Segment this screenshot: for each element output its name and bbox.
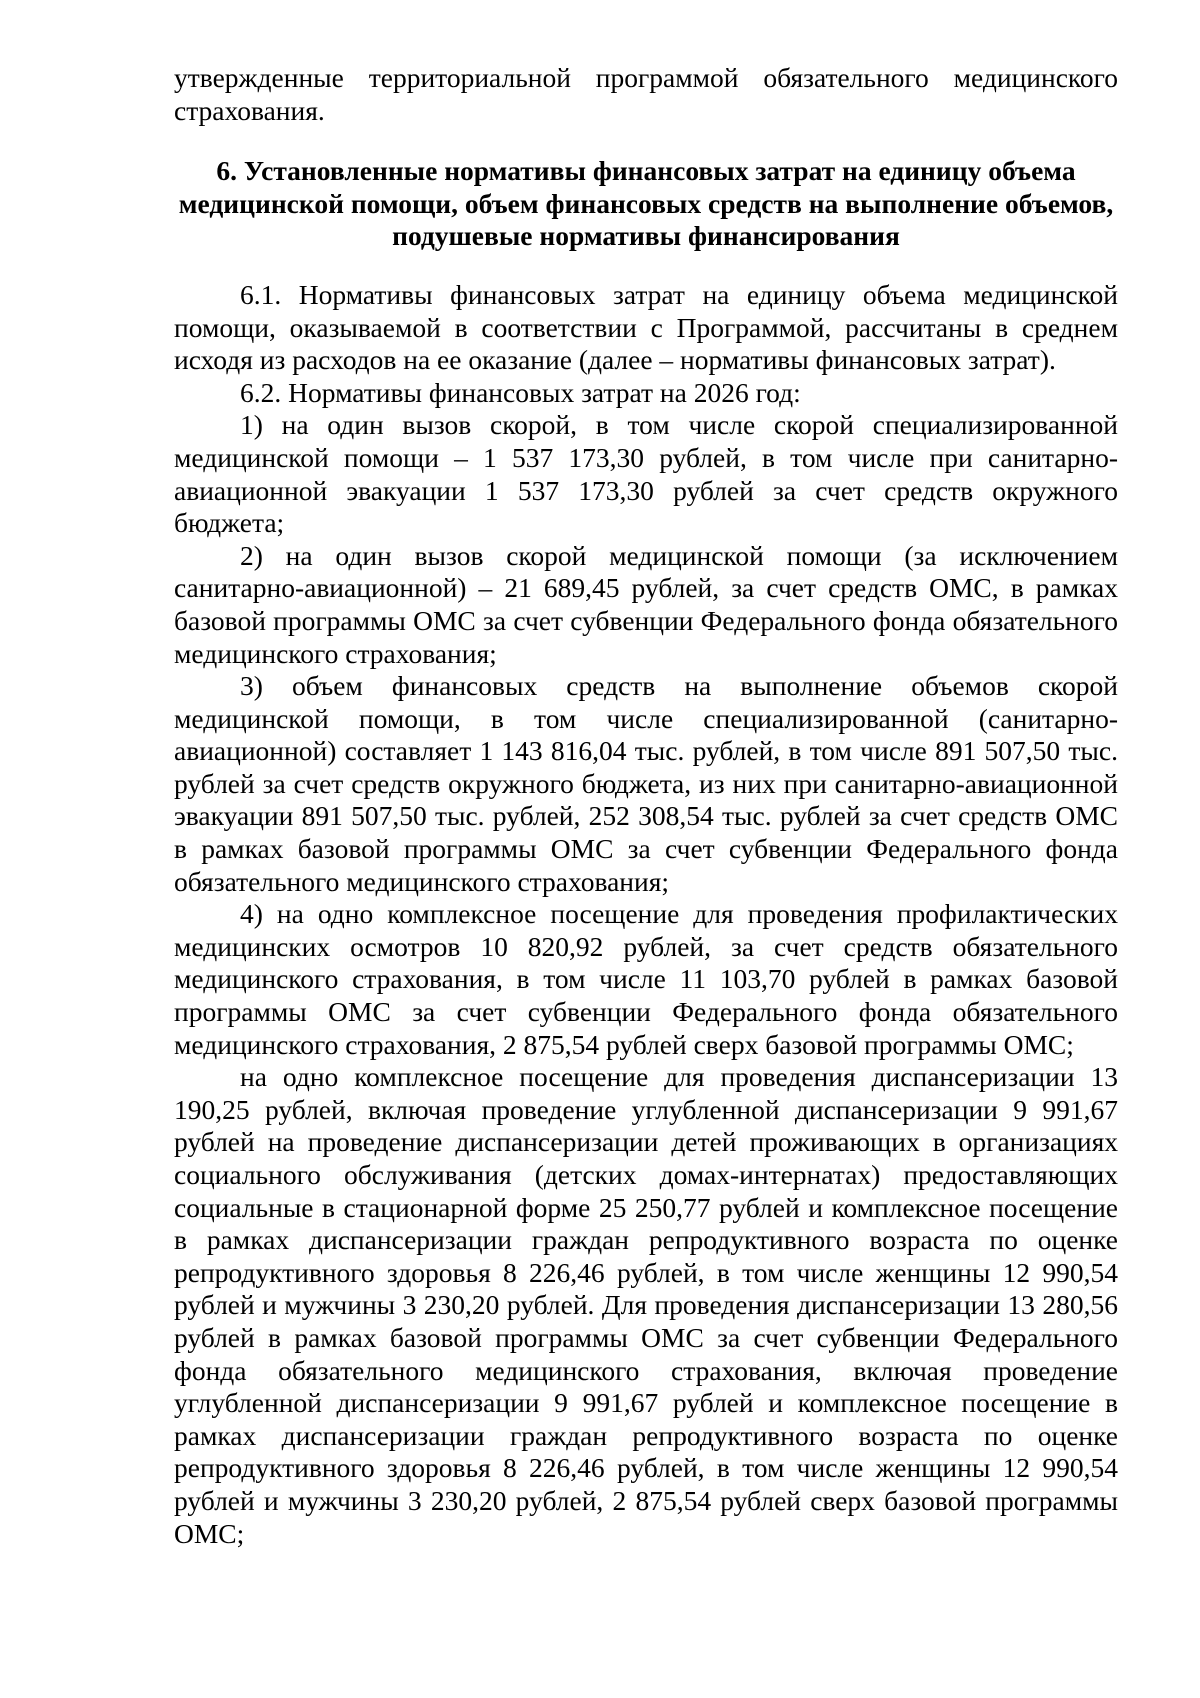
list-item-4: 4) на одно комплексное посещение для проведения профилактических медицинских осмотров 10 820,92 рублей, за счет средств обязательного медицинского страхования, в том числе 11 103,70 рублей в рамках базовой программы ОМС за счет субвенции Федерального фонда обязательного медицинского страхования, 2 875,54 рублей сверх базовой программы ОМС; bbox=[174, 898, 1118, 1060]
paragraph-6-2: 6.2. Нормативы финансовых затрат на 2026 год: bbox=[240, 376, 801, 408]
document-page bbox=[174, 62, 1118, 1550]
paragraph-6-1: 6.1. Нормативы финансовых затрат на единицу объема медицинской помощи, оказываемой в соответствии с Программой, рассчитаны в среднем исходя из расходов на ее оказание (далее – нормативы финансовых затрат). bbox=[174, 278, 1118, 376]
continuation-paragraph: утвержденные территориальной программой обязательного медицинского страхования. bbox=[174, 62, 1118, 126]
list-item-2: 2) на один вызов скорой медицинской помощи (за исключением санитарно-авиационной) – 21 689,45 рублей, за счет средств ОМС, в рамках базовой программы ОМС за счет субвенции Федерального фонда обязательного медицинского страхования; bbox=[174, 539, 1118, 669]
dispensary-paragraph: на одно комплексное посещение для проведения диспансеризации 13 190,25 рублей, включая проведение углубленной диспансеризации 9 991,67 рублей на проведение диспансеризации детей проживающих в организациях социального обслуживания (детских домах-интернатах) предоставляющих социальные в стационарной форме 25 250,77 рублей и комплексное посещение в рамках диспансеризации граждан репродуктивного возраста по оценке репродуктивного здоровья 8 226,46 рублей, в том числе женщины 12 990,54 рублей и мужчины 3 230,20 рублей. Для проведения диспансеризации 13 280,56 рублей в рамках базовой программы ОМС за счет субвенции Федерального фонда обязательного медицинского страхования, включая проведение углубленной диспансеризации 9 991,67 рублей и комплексное посещение в рамках диспансеризации граждан репродуктивного возраста по оценке репродуктивного здоровья 8 226,46 рублей, в том числе женщины 12 990,54 рублей и мужчины 3 230,20 рублей, 2 875,54 рублей сверх базовой программы ОМС; bbox=[174, 1061, 1118, 1549]
section-heading: 6. Установленные нормативы финансовых затрат на единицу объема медицинской помощи, объем финансовых средств на выполнение объемов, подушевые нормативы финансирования bbox=[178, 155, 1114, 252]
list-item-1: 1) на один вызов скорой, в том числе скорой специализированной медицинской помощи – 1 537 173,30 рублей, в том числе при санитарно-авиационной эвакуации 1 537 173,30 рублей за счет средств окружного бюджета; bbox=[174, 409, 1118, 539]
list-item-3: 3) объем финансовых средств на выполнение объемов скорой медицинской помощи, в том числе специализированной (санитарно-авиационной) составляет 1 143 816,04 тыс. рублей, в том числе 891 507,50 тыс. рублей за счет средств окружного бюджета, из них при санитарно-авиационной эвакуации 891 507,50 тыс. рублей, 252 308,54 тыс. рублей за счет средств ОМС в рамках базовой программы ОМС за счет субвенции Федерального фонда обязательного медицинского страхования; bbox=[174, 670, 1118, 897]
